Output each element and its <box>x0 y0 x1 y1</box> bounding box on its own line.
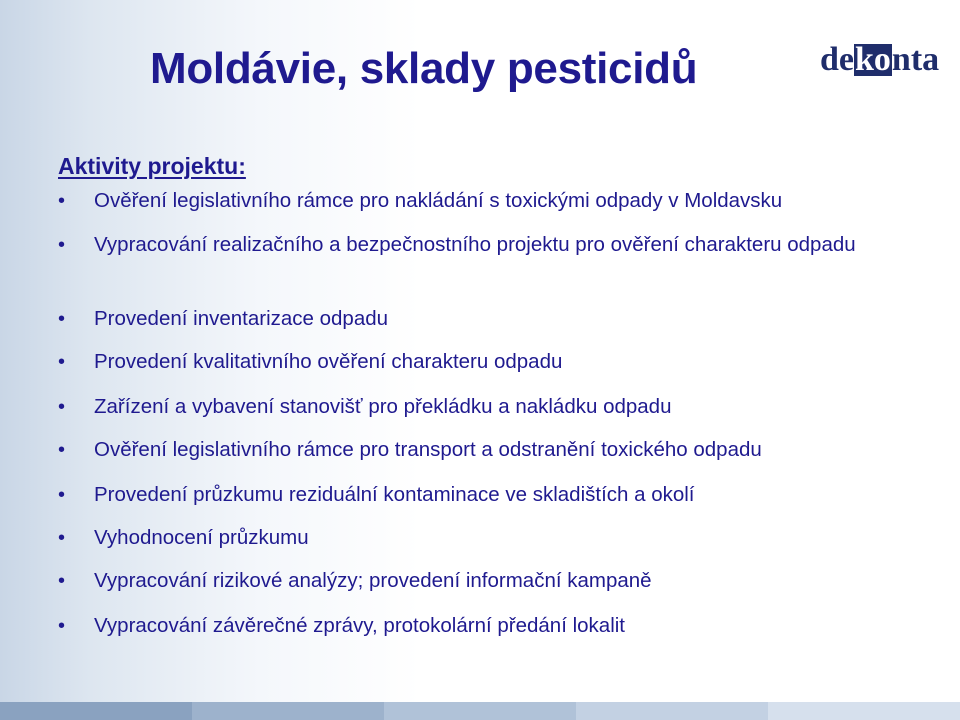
list-item-text: Ověření legislativního rámce pro nakládání s toxickými odpady v Moldavsku <box>94 189 783 212</box>
bullet-icon: • <box>58 615 66 637</box>
list-item-text: Zařízení a vybavení stanovišť pro překládku a nakládku odpadu <box>94 395 672 418</box>
dekonta-logo <box>820 40 940 80</box>
logo-text-part2: ko <box>855 41 891 78</box>
footer-color-bar <box>0 702 960 720</box>
bullet-icon: • <box>58 396 66 418</box>
bullet-icon: • <box>58 351 66 373</box>
logo-text-part3: nta <box>891 41 940 78</box>
bullet-icon: • <box>58 527 66 549</box>
list-item-text: Vypracování realizačního a bezpečnostního projektu pro ověření charakteru odpadu <box>94 233 856 256</box>
list-item-text: Provedení průzkumu reziduální kontaminace ve skladištích a okolí <box>94 483 695 506</box>
bullet-icon: • <box>58 439 66 461</box>
footer-bar-segment <box>0 702 192 720</box>
list-item-text: Ověření legislativního rámce pro transport a odstranění toxického odpadu <box>94 438 762 461</box>
footer-bar-segment <box>192 702 384 720</box>
footer-bar-segment <box>384 702 576 720</box>
bullet-icon: • <box>58 308 66 330</box>
bullet-icon: • <box>58 190 66 212</box>
list-item-text: Provedení kvalitativního ověření charakteru odpadu <box>94 350 563 373</box>
footer-bar-segment <box>768 702 960 720</box>
list-item-text: Provedení inventarizace odpadu <box>94 307 389 330</box>
section-heading: Aktivity projektu: <box>58 153 246 179</box>
bullet-icon: • <box>58 570 66 592</box>
bullet-icon: • <box>58 234 66 256</box>
slide-title: Moldávie, sklady pesticidů <box>150 44 698 93</box>
list-item-text: Vypracování rizikové analýzy; provedení informační kampaně <box>94 569 652 592</box>
list-item-text: Vypracování závěrečné zprávy, protokolární předání lokalit <box>94 614 625 637</box>
logo-text-part1: de <box>820 41 854 78</box>
list-item-text: Vyhodnocení průzkumu <box>94 526 309 549</box>
footer-bar-segment <box>576 702 768 720</box>
bullet-icon: • <box>58 484 66 506</box>
